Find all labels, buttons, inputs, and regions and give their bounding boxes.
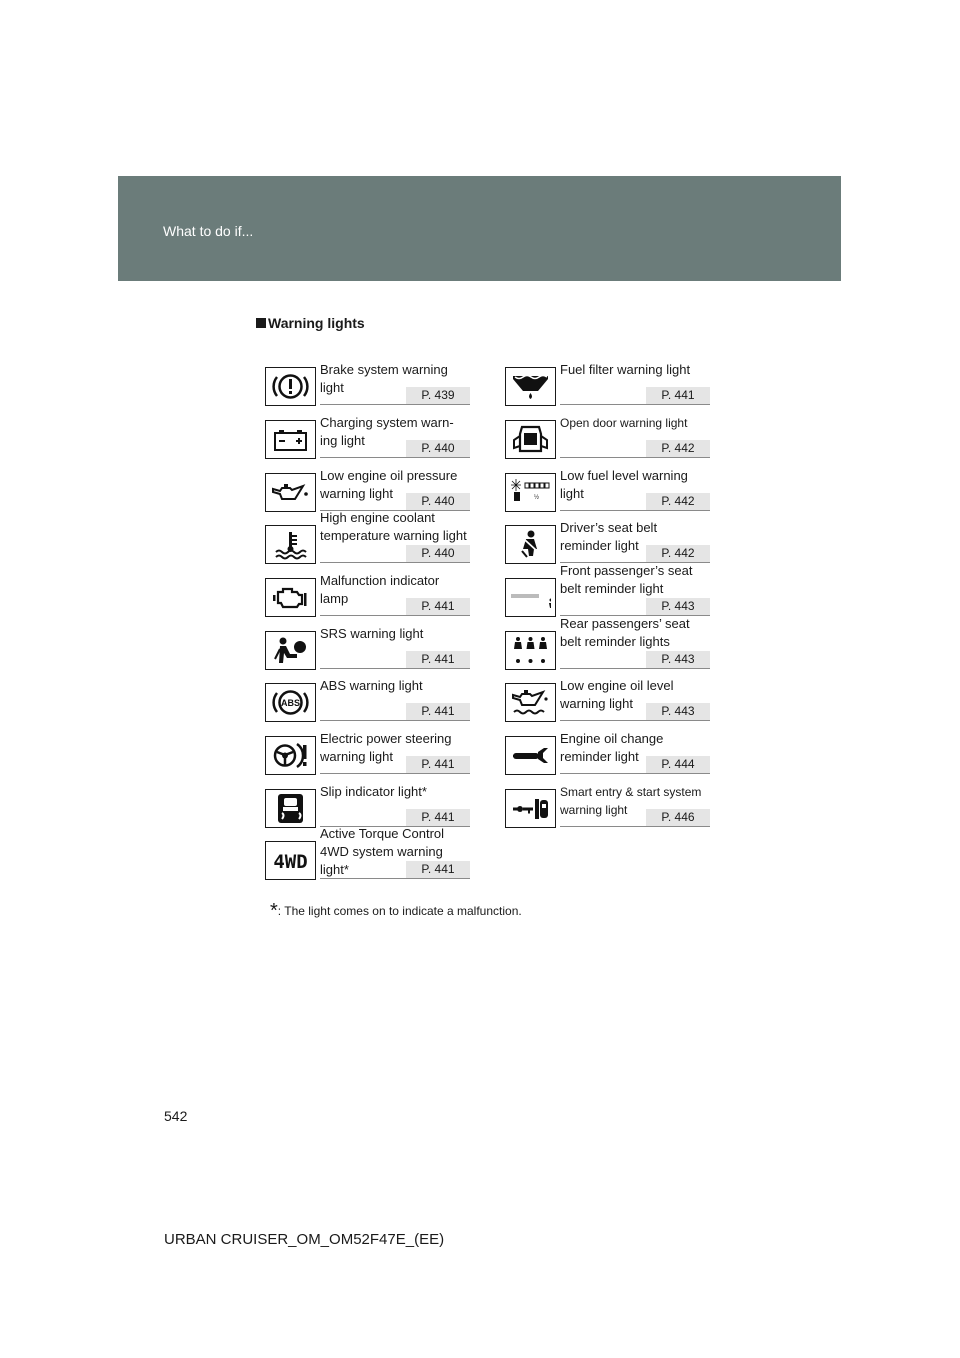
- warning-label: Electric power steering warning light: [320, 731, 452, 764]
- warning-label: Engine oil change reminder light: [560, 731, 664, 764]
- warning-label: Slip indicator light*: [320, 784, 427, 799]
- warning-entry-open-door: [505, 416, 710, 462]
- warning-entry-rear-seat-belt: [505, 616, 710, 673]
- warning-label: Charging system warn-ing light: [320, 415, 454, 448]
- warning-entry-abs: [265, 678, 470, 725]
- page-reference: P. 442: [646, 545, 710, 562]
- warning-label: Low engine oil level warning light: [560, 678, 674, 711]
- warning-entry-brake: [265, 362, 470, 409]
- warning-label: Front passenger’s seat belt reminder light: [560, 563, 693, 596]
- divider: [560, 773, 710, 774]
- page-reference: P. 446: [646, 809, 710, 826]
- page-reference: P. 439: [406, 387, 470, 404]
- warning-entry-driver-seat-belt: [505, 520, 710, 567]
- seat-belt-icon: [505, 525, 556, 564]
- divider: [560, 457, 710, 458]
- section-title-text: Warning lights: [268, 315, 365, 331]
- footnote-star: *: [270, 900, 278, 922]
- divider: [320, 615, 470, 616]
- abs-icon: [265, 683, 316, 722]
- section-title: [256, 315, 365, 331]
- chapter-title: What to do if...: [163, 223, 254, 239]
- steering-wheel-warning-icon: [265, 736, 316, 775]
- page-reference: P. 441: [406, 756, 470, 773]
- divider: [320, 720, 470, 721]
- page-reference: P. 441: [406, 703, 470, 720]
- header-band: [118, 176, 841, 281]
- warning-label: Fuel filter warning light: [560, 362, 691, 377]
- warning-entry-smart-entry: [505, 785, 710, 831]
- warning-label: Open door warning light: [560, 416, 688, 430]
- page-reference: P. 443: [646, 651, 710, 668]
- divider: [320, 404, 470, 405]
- slip-indicator-icon: [265, 789, 316, 828]
- wrench-icon: [505, 736, 556, 775]
- square-bullet-icon: [256, 318, 266, 328]
- warning-entry-4wd: [265, 826, 470, 883]
- divider: [320, 457, 470, 458]
- warning-label: ABS warning light: [320, 678, 423, 693]
- fuel-gauge-icon: [505, 473, 556, 512]
- battery-icon: [265, 420, 316, 459]
- divider: [560, 404, 710, 405]
- open-door-icon: [505, 420, 556, 459]
- warning-label: Malfunction indicator lamp: [320, 573, 440, 606]
- page-reference: P. 443: [646, 703, 710, 720]
- passenger-seat-belt-icon: [505, 578, 556, 617]
- warning-entry-oil-level: [505, 678, 710, 725]
- page-reference: P. 440: [406, 545, 470, 562]
- divider: [320, 562, 470, 563]
- divider: [320, 773, 470, 774]
- svg-text:½: ½: [534, 495, 540, 501]
- warning-entry-malfunction: [265, 573, 470, 620]
- airbag-icon: [265, 631, 316, 670]
- 4wd-icon: [265, 841, 316, 880]
- page-reference: P. 442: [646, 493, 710, 510]
- page-reference: P. 440: [406, 493, 470, 510]
- warning-entry-power-steering: [265, 731, 470, 778]
- footnote: [270, 900, 522, 923]
- warning-label: Low fuel level warning light: [560, 468, 688, 501]
- warning-entry-srs: [265, 626, 470, 673]
- warning-entry-oil-change: [505, 731, 710, 778]
- oil-can-icon: [265, 473, 316, 512]
- warning-label: Active Torque Control 4WD system warning light*: [320, 826, 445, 877]
- divider: [560, 668, 710, 669]
- fuel-filter-icon: [505, 367, 556, 406]
- engine-icon: [265, 578, 316, 617]
- page-reference: P. 441: [406, 809, 470, 826]
- warning-label: Driver’s seat belt reminder light: [560, 520, 658, 553]
- page-reference: P. 443: [646, 598, 710, 615]
- page-reference: P. 441: [406, 861, 470, 878]
- page-reference: P. 441: [406, 598, 470, 615]
- oil-level-icon: [505, 683, 556, 722]
- divider: [320, 878, 470, 879]
- warning-entry-coolant: [265, 510, 470, 567]
- warning-label: SRS warning light: [320, 626, 424, 641]
- page-reference: P. 444: [646, 756, 710, 773]
- page-reference: P. 442: [646, 440, 710, 457]
- document-code: URBAN CRUISER_OM_OM52F47E_(EE): [164, 1231, 445, 1248]
- footnote-text: : The light comes on to indicate a malfunction.: [277, 904, 522, 918]
- rear-seat-belt-icon: [505, 631, 556, 670]
- warning-label: Brake system warning light: [320, 362, 448, 395]
- divider: [560, 510, 710, 511]
- divider: [560, 720, 710, 721]
- page-reference: P. 441: [406, 651, 470, 668]
- divider: [560, 826, 710, 827]
- brake-warning-icon: [265, 367, 316, 406]
- page-number: 542: [164, 1108, 188, 1124]
- warning-entry-fuel-filter: [505, 362, 710, 409]
- warning-label: Low engine oil pressure warning light: [320, 468, 458, 501]
- coolant-temperature-icon: [265, 525, 316, 564]
- page-reference: P. 441: [646, 387, 710, 404]
- warning-label: High engine coolant temperature warning light: [320, 510, 467, 543]
- divider: [320, 668, 470, 669]
- page-reference: P. 440: [406, 440, 470, 457]
- warning-entry-charging: [265, 415, 470, 462]
- warning-label: Smart entry & start system warning light: [560, 785, 702, 817]
- abs-icon-text: ABS: [280, 698, 301, 708]
- warning-label: Rear passengers’ seat belt reminder lights: [560, 616, 690, 649]
- 4wd-icon-text: 4WD: [273, 851, 308, 873]
- warning-entry-front-passenger-seat-belt: [505, 563, 710, 620]
- smart-key-icon: [505, 789, 556, 828]
- warning-entry-low-fuel: [505, 468, 710, 515]
